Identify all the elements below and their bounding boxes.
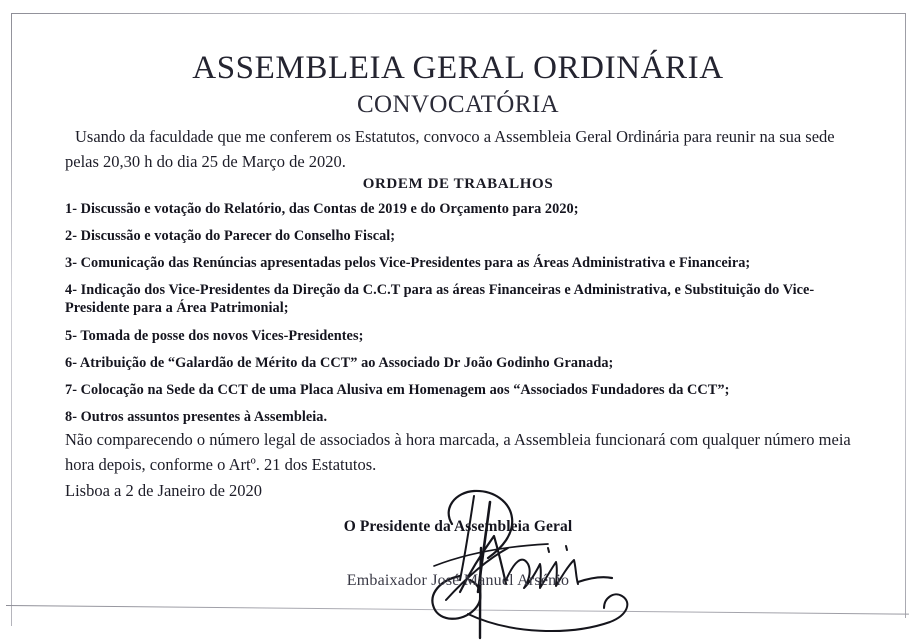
agenda-item: 5- Tomada de posse dos novos Vices-Presidentes; bbox=[65, 328, 364, 344]
handwritten-signature-icon bbox=[390, 488, 720, 640]
agenda-item: 8- Outros assuntos presentes à Assembleia. bbox=[65, 409, 328, 425]
document-subtitle: CONVOCATÓRIA bbox=[356, 91, 560, 118]
agenda-item: 7- Colocação na Sede da CCT de uma Placa Alusiva em Homenagem aos “Associados Fundadores da CCT”; bbox=[65, 382, 730, 398]
intro-paragraph: Usando da faculdade que me conferem os Estatutos, convoco a Assembleia Geral Ordinária para reunir na sua sede pelas 20,30 h do dia 25 de Março de 2020. bbox=[65, 127, 835, 171]
agenda-item: 3- Comunicação das Renúncias apresentadas pelos Vice-Presidentes para as Áreas Administrativa e Financeira; bbox=[65, 255, 751, 271]
signature-title: O Presidente da Assembleia Geral bbox=[343, 518, 573, 535]
place-and-date: Lisboa a 2 de Janeiro de 2020 bbox=[65, 481, 263, 500]
agenda-item: 1- Discussão e votação do Relatório, das Contas de 2019 e do Orçamento para 2020; bbox=[65, 201, 579, 217]
agenda-item: 6- Atribuição de “Galardão de Mérito da CCT” ao Associado Dr João Godinho Granada; bbox=[65, 355, 614, 371]
agenda-list bbox=[65, 200, 865, 435]
document-title: ASSEMBLEIA GERAL ORDINÁRIA bbox=[192, 50, 724, 86]
agenda-item: 2- Discussão e votação do Parecer do Conselho Fiscal; bbox=[65, 228, 396, 244]
agenda-heading: ORDEM DE TRABALHOS bbox=[362, 176, 554, 192]
closing-paragraph: Não comparecendo o número legal de associados à hora marcada, a Assembleia funcionará com qualquer número meia hora depois, conforme o Artº. 21 dos Estatutos. bbox=[65, 430, 851, 474]
signature-name: Embaixador José Manuel Arsénio bbox=[346, 572, 570, 589]
agenda-item: 4- Indicação dos Vice-Presidentes da Direção da C.C.T para as áreas Financeiras e Administrativa, e Substituição do Vice-Presidente para a Área Patrimonial; bbox=[65, 282, 815, 316]
